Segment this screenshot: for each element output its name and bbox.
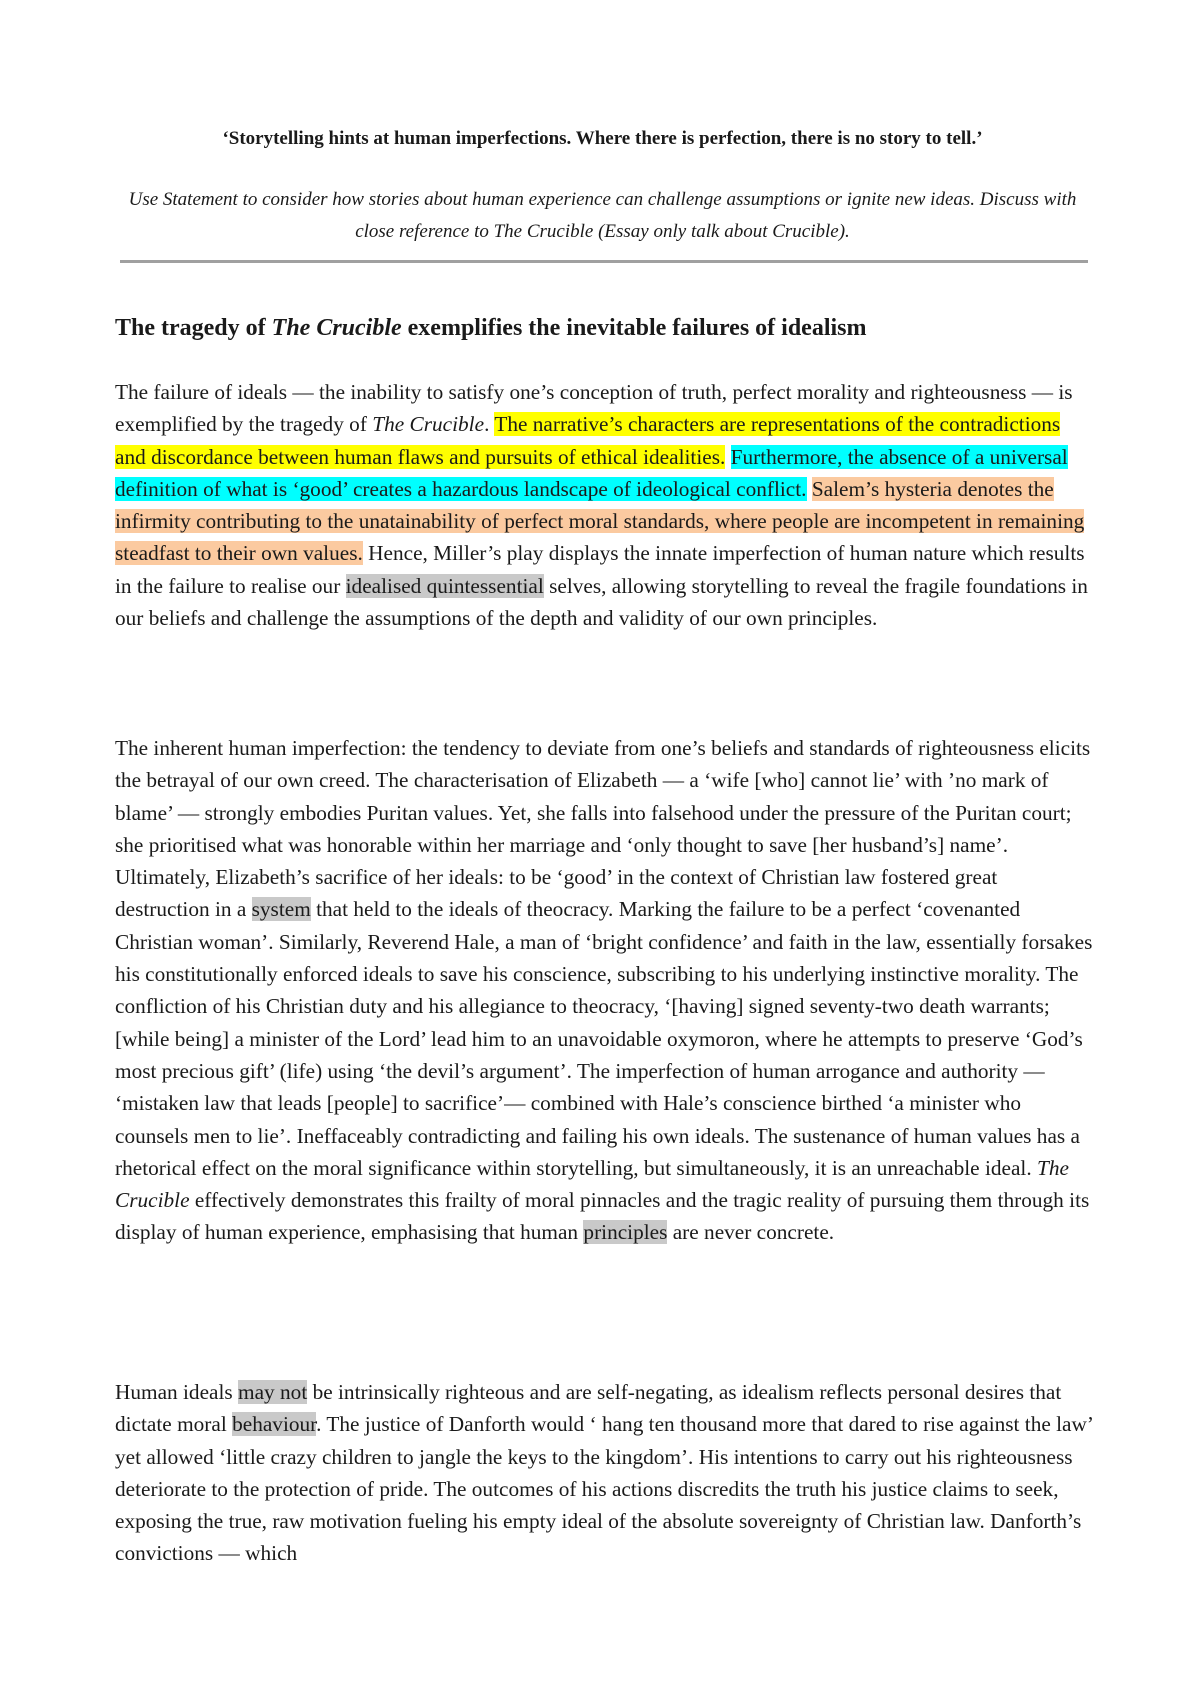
p2-title: The Crucible <box>115 1155 1069 1213</box>
highlight-yellow: The narrative’s characters are representations of the contradictions and discordance between human flaws and pursuits of ethical idealities. <box>115 412 1061 469</box>
highlight-gray-system: system <box>251 897 311 922</box>
paragraph-intro <box>115 376 1095 634</box>
essay-heading <box>115 312 867 344</box>
p1-sentence-4-end: selves, allowing storytelling to reveal the fragile foundations in our beliefs and challenge the assumptions of the depth and validity of our own principles. <box>115 573 1088 631</box>
highlight-gray-behaviour: behaviour <box>232 1412 317 1437</box>
highlight-gray-may-not: may not <box>238 1380 308 1404</box>
heading-text-post: exemplifies the inevitable failures of idealism <box>401 315 867 341</box>
p2-text-2: that held to the ideals of theocracy. Marking the failure to be a perfect ‘covenanted Christian woman’. Similarly, Reverend Hale, a man of ‘bright confidence’ and faith in the law, essentially forsakes his constitutionally enforced ideals to save his conscience, subscribing to his underlying instinctive morality. The confliction of his Christian duty and his allegiance to theocracy, ‘[having] signed seventy-two death warrants; [while being] a minister of the Lord’ lead him to an unavoidable oxymoron, where he attempts to preserve ‘God’s most precious gift’ (life) using ‘the devil’s argument’. The imperfection of human arrogance and authority — ‘mistaken law that leads [people] to sacrifice’— combined with Hale’s conscience birthed ‘a minister who counsels men to lie’. Ineffaceably contradicting and failing his own ideals. The sustenance of human values has a rhetorical effect on the moral significance within storytelling, but simultaneously, it is an unreachable ideal. <box>115 897 1093 1180</box>
p2-text-1: The inherent human imperfection: the tendency to deviate from one’s beliefs and standards of righteousness elicits the betrayal of our own creed. The characterisation of Elizabeth — a ‘wife [who] cannot lie’ with ’no mark of blame’ — strongly embodies Puritan values. Yet, she falls into falsehood under the pressure of the Puritan court; she prioritised what was honorable within her marriage and ‘only thought to save [her husband’s] name’. Ultimately, Elizabeth’s sacrifice of her ideals: to be ‘good’ in the context of Christian law fostered great destruction in a <box>115 736 1091 922</box>
p2-text-4: are never concrete. <box>667 1220 835 1245</box>
essay-quote: ‘Storytelling hints at human imperfections. Where there is perfection, there is no story to tell.’ <box>222 128 983 149</box>
p3-text-3: . The justice of Danforth would ‘ hang ten thousand more that dared to rise against the law’ yet allowed ‘little crazy children to jangle the keys to the kingdom’. His intentions to carry out his righteousness deteriorate to the protection of pride. The outcomes of his actions discredits the truth his justice claims to seek, exposing the true, raw motivation fueling his empty ideal of the absolute sovereignty of Christian law. Danforth’s convictions — which <box>115 1412 1093 1566</box>
horizontal-divider <box>120 260 1088 263</box>
paragraph-body-1 <box>115 732 1095 1249</box>
p3-text-2: be intrinsically righteous and are self-negating, as idealism reflects personal desires that dictate moral <box>115 1380 1062 1437</box>
highlight-gray-principles: principles <box>583 1220 668 1245</box>
essay-prompt: Use Statement to consider how stories about human experience can challenge assumptions or ignite new ideas. Discuss with close reference to The Crucible (Essay only talk about Crucible). <box>128 189 1077 242</box>
heading-title: The Crucible <box>271 315 402 341</box>
highlight-gray: idealised quintessential <box>345 573 544 598</box>
p1-title: The Crucible <box>372 412 485 437</box>
heading-text-pre: The tragedy of <box>115 315 272 341</box>
p1-sentence-1-end: . <box>484 412 495 437</box>
highlight-orange: Salem’s hysteria denotes the infirmity contributing to the unatainability of perfect moral standards, where people are incompetent in remaining steadfast to their own values. <box>115 476 1085 566</box>
p1-sentence-1: The failure of ideals — the inability to satisfy one’s conception of truth, perfect morality and righteousness — is exemplified by the tragedy of <box>115 380 1073 437</box>
paragraph-body-2 <box>115 1376 1095 1570</box>
p3-text-1: Human ideals <box>115 1380 239 1404</box>
highlight-cyan: Furthermore, the absence of a universal definition of what is ‘good’ creates a hazardous landscape of ideological conflict. <box>115 444 1068 501</box>
p2-text-3: effectively demonstrates this frailty of moral pinnacles and the tragic reality of pursuing them through its display of human experience, emphasising that human <box>115 1188 1090 1245</box>
p1-sentence-4: Hence, Miller’s play displays the innate imperfection of human nature which results in the failure to realise our <box>115 541 1085 598</box>
